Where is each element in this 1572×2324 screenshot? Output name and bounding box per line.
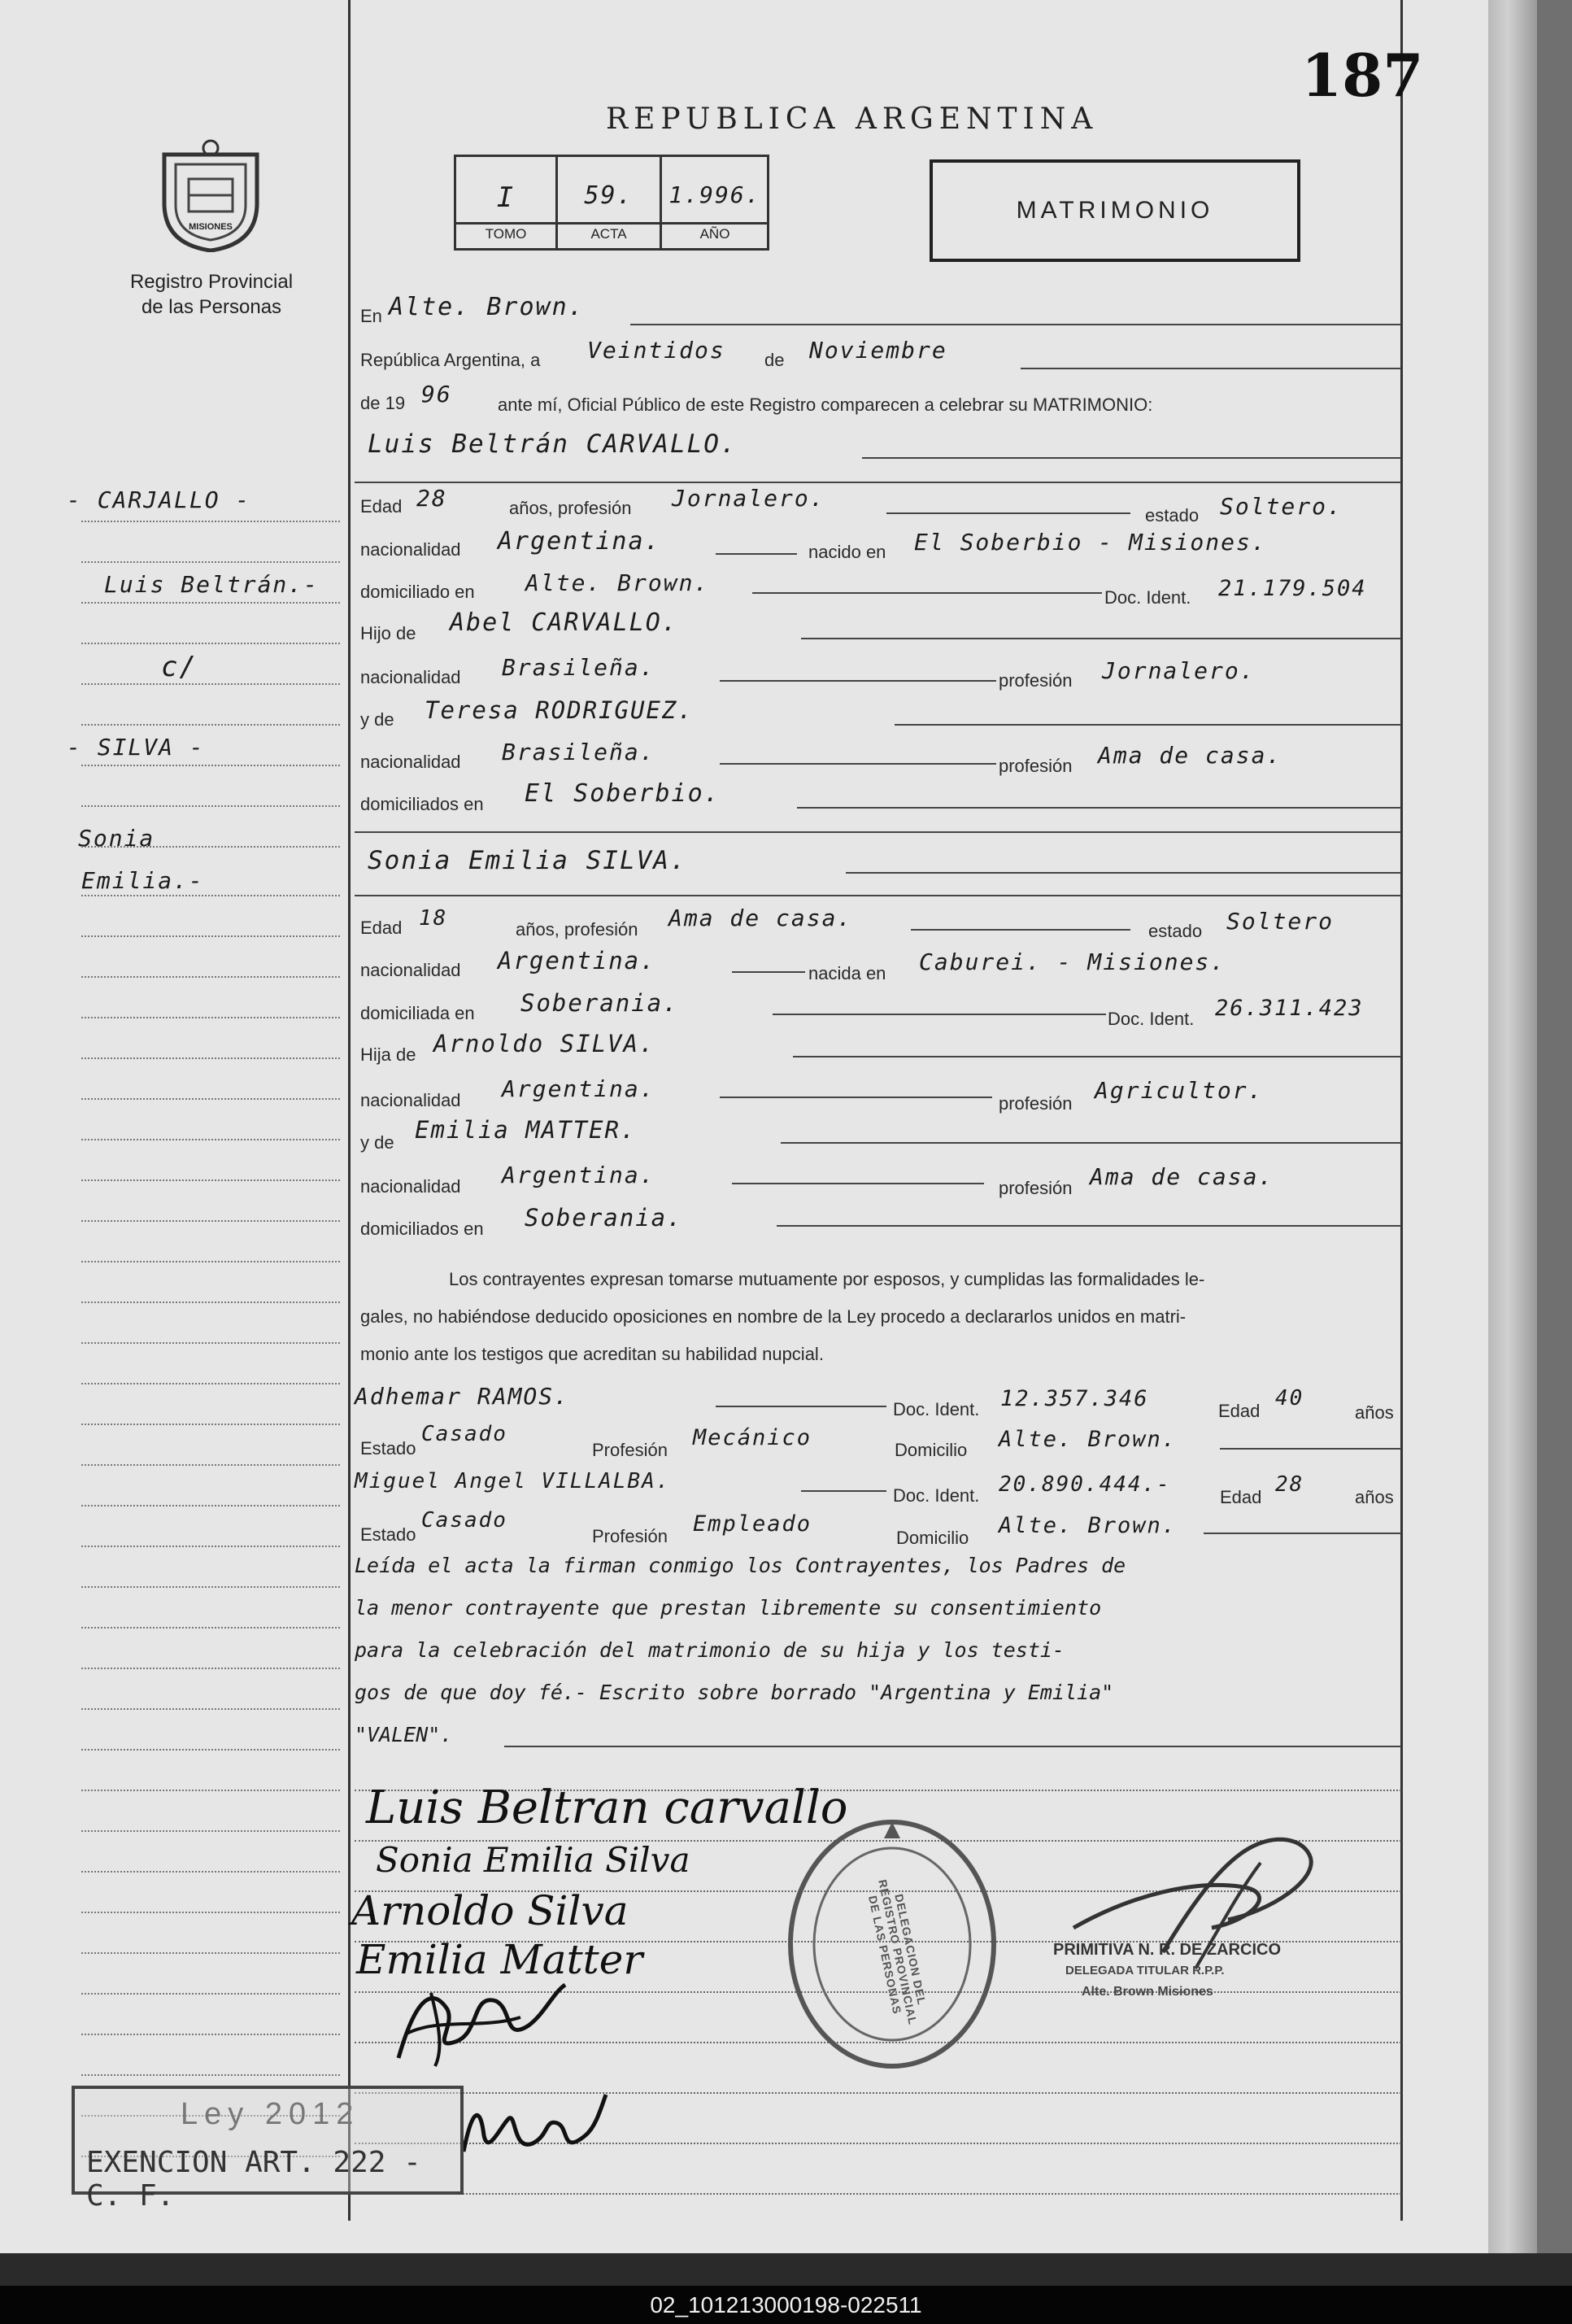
signature-bride: Sonia Emilia Silva bbox=[376, 1840, 690, 1880]
margin-husband-names: Luis Beltrán.- bbox=[104, 571, 320, 598]
groom-mother-nac-label: nacionalidad bbox=[360, 752, 461, 772]
bride-father-nac-label: nacionalidad bbox=[360, 1090, 461, 1110]
groom-doc-label: Doc. Ident. bbox=[1104, 587, 1191, 608]
groom-mother-prof: Ama de casa. bbox=[1098, 742, 1282, 769]
margin-rule bbox=[81, 805, 340, 807]
province-seal-icon bbox=[156, 138, 265, 252]
groom-domiciliado-label: domiciliado en bbox=[360, 582, 475, 602]
margin-rule bbox=[81, 1708, 340, 1710]
ano-label: AÑO bbox=[699, 226, 730, 242]
ano-value: 1.996. bbox=[668, 181, 761, 208]
closing-line1: Leída el acta la firman conmigo los Contrayentes, los Padres de bbox=[355, 1554, 1126, 1577]
witness1-anos-label: años bbox=[1355, 1402, 1394, 1423]
de-label: de bbox=[764, 350, 785, 370]
groom-yde-label: y de bbox=[360, 709, 394, 730]
groom-father: Abel CARVALLO. bbox=[450, 608, 678, 637]
witness1-estado: Casado bbox=[421, 1422, 507, 1446]
section-rule bbox=[355, 895, 1401, 896]
acta-value: 59. bbox=[584, 181, 634, 210]
bride-domiciliados-label: domiciliados en bbox=[360, 1219, 484, 1239]
margin-rule bbox=[81, 1098, 340, 1100]
fill-line bbox=[1021, 368, 1401, 369]
bride-nacionalidad: Argentina. bbox=[498, 947, 656, 975]
bride-nacida: Caburei. - Misiones. bbox=[919, 948, 1226, 975]
margin-rule bbox=[81, 1952, 340, 1954]
fill-line bbox=[801, 1490, 886, 1492]
groom-profesion: Jornalero. bbox=[672, 485, 825, 512]
witness2-edad-label: Edad bbox=[1220, 1487, 1262, 1507]
fill-line bbox=[1220, 1448, 1401, 1450]
groom-nacido-label: nacido en bbox=[808, 542, 886, 562]
witness-signature-scribble bbox=[382, 1969, 577, 2074]
place: Alte. Brown. bbox=[389, 293, 585, 321]
witness1-edad: 40 bbox=[1275, 1386, 1304, 1411]
margin-rule bbox=[81, 1261, 340, 1262]
bride-mother-prof-label: profesión bbox=[999, 1178, 1073, 1198]
margin-rule bbox=[81, 724, 340, 726]
year-suffix: 96 bbox=[421, 381, 452, 408]
witness2-estado: Casado bbox=[421, 1508, 507, 1533]
fill-line bbox=[504, 1746, 1401, 1747]
day: Veintidos bbox=[587, 337, 725, 364]
bride-mother-nac-label: nacionalidad bbox=[360, 1176, 461, 1197]
en-label: En bbox=[360, 306, 382, 326]
margin-rule bbox=[81, 1057, 340, 1059]
tomo-value: I bbox=[496, 181, 516, 214]
margin-rule bbox=[81, 1139, 340, 1140]
witness1-profesion-label: Profesión bbox=[592, 1440, 668, 1460]
margin-rule bbox=[81, 643, 340, 644]
tomo-label: TOMO bbox=[485, 226, 527, 242]
margin-wife-name2: Emilia.- bbox=[81, 867, 204, 894]
country-title: REPUBLICA ARGENTINA bbox=[606, 102, 1099, 136]
groom-mother-prof-label: profesión bbox=[999, 756, 1073, 776]
fill-line bbox=[895, 724, 1401, 726]
record-type: MATRIMONIO bbox=[1016, 197, 1214, 224]
groom-domicilio: Alte. Brown. bbox=[525, 569, 710, 596]
seal-label: MISIONES bbox=[189, 222, 233, 232]
witness2-doc-label: Doc. Ident. bbox=[893, 1485, 980, 1506]
groom-father-prof: Jornalero. bbox=[1102, 657, 1256, 684]
bride-mother-prof: Ama de casa. bbox=[1090, 1163, 1274, 1190]
witness2-profesion: Empleado bbox=[693, 1511, 812, 1537]
republica-label: República Argentina, a bbox=[360, 350, 541, 370]
margin-rule bbox=[81, 1586, 340, 1588]
witness2-edad: 28 bbox=[1275, 1472, 1304, 1497]
fill-line bbox=[630, 324, 1401, 325]
witness1-edad-label: Edad bbox=[1218, 1401, 1261, 1421]
bride-doc: 26.311.423 bbox=[1215, 996, 1364, 1021]
declaration-line2: gales, no habiéndose deducido oposiciones en nombre de la Ley procedo a declararlos unidos en matri- bbox=[360, 1306, 1187, 1327]
exemption-line1: Ley 2012 bbox=[181, 2097, 360, 2131]
fill-line bbox=[1204, 1533, 1401, 1534]
right-border bbox=[1400, 0, 1403, 2221]
bride-domicilio: Soberania. bbox=[520, 989, 679, 1017]
registry-name-line2: de las Personas bbox=[141, 296, 282, 318]
groom-mother: Teresa RODRIGUEZ. bbox=[425, 696, 694, 724]
signature-bride-mother: Emilia Matter bbox=[356, 1936, 643, 1983]
declaration-line1: Los contrayentes expresan tomarse mutuamente por esposos, y cumplidas las formalidades le- bbox=[449, 1269, 1205, 1289]
bride-full-name: Sonia Emilia SILVA. bbox=[368, 846, 687, 875]
margin-rule bbox=[81, 2034, 340, 2035]
margin-rule bbox=[81, 521, 340, 522]
margin-rule bbox=[81, 846, 340, 848]
fill-line bbox=[777, 1225, 1401, 1227]
closing-line5: "VALEN". bbox=[355, 1723, 453, 1746]
round-seal-text: DELEGACION DEL REGISTRO PROVINCIAL DE LAS PERSONAS bbox=[866, 1878, 929, 2026]
year-prefix: de 19 bbox=[360, 393, 406, 413]
bride-domiciliada-label: domiciliada en bbox=[360, 1003, 475, 1023]
fill-line bbox=[797, 807, 1401, 809]
appear-text: ante mí, Oficial Público de este Registro comparecen a celebrar su MATRIMONIO: bbox=[498, 395, 1153, 415]
fill-line bbox=[720, 1097, 992, 1098]
bride-estado-label: estado bbox=[1148, 921, 1203, 941]
closing-line2: la menor contrayente que prestan libremente su consentimiento bbox=[355, 1596, 1102, 1620]
bottom-band bbox=[0, 2253, 1572, 2286]
margin-rule bbox=[81, 765, 340, 766]
witness1-name: Adhemar RAMOS. bbox=[355, 1383, 570, 1410]
official-stamp-line1: PRIMITIVA N. R. DE ZARCICO bbox=[1053, 1941, 1281, 1959]
groom-father-prof-label: profesión bbox=[999, 670, 1073, 691]
fill-line bbox=[793, 1056, 1401, 1057]
fill-line bbox=[732, 1183, 984, 1184]
bride-father-nac: Argentina. bbox=[502, 1075, 655, 1102]
fill-line bbox=[862, 457, 1401, 459]
margin-rule bbox=[81, 1871, 340, 1873]
witness2-name: Miguel Angel VILLALBA. bbox=[355, 1469, 671, 1493]
fill-line bbox=[886, 512, 1130, 514]
margin-rule bbox=[81, 935, 340, 937]
page-edge bbox=[1488, 0, 1537, 2253]
groom-nacionalidad-label: nacionalidad bbox=[360, 539, 461, 560]
closing-line3: para la celebración del matrimonio de su hija y los testi- bbox=[355, 1638, 1065, 1662]
margin-rule bbox=[81, 602, 340, 604]
margin-rule bbox=[81, 1220, 340, 1222]
fill-line bbox=[801, 638, 1401, 639]
official-signature-scribble bbox=[455, 2078, 610, 2168]
acta-label: ACTA bbox=[590, 226, 627, 242]
margin-rule bbox=[81, 1749, 340, 1751]
bride-nacida-label: nacida en bbox=[808, 963, 886, 983]
witness1-domicilio-label: Domicilio bbox=[895, 1440, 968, 1460]
groom-estado-label: estado bbox=[1145, 505, 1200, 525]
fill-line bbox=[716, 553, 797, 555]
bride-mother-nac: Argentina. bbox=[502, 1162, 655, 1188]
margin-connector: c/ bbox=[161, 651, 198, 683]
witness2-estado-label: Estado bbox=[360, 1524, 416, 1545]
signature-groom: Luis Beltran carvallo bbox=[366, 1781, 848, 1834]
bride-nacionalidad-label: nacionalidad bbox=[360, 960, 461, 980]
margin-rule bbox=[81, 1546, 340, 1547]
witness1-profesion: Mecánico bbox=[693, 1425, 812, 1450]
bride-hija-label: Hija de bbox=[360, 1044, 416, 1065]
month: Noviembre bbox=[809, 337, 947, 364]
section-rule bbox=[355, 482, 1401, 483]
margin-wife-surname: - SILVA - bbox=[67, 734, 205, 761]
folio-number: 187 bbox=[1301, 41, 1424, 110]
bride-edad: 18 bbox=[419, 906, 448, 931]
fill-line bbox=[773, 1014, 1106, 1015]
margin-rule bbox=[81, 1627, 340, 1629]
margin-rule bbox=[81, 895, 340, 896]
margin-rule bbox=[81, 1993, 340, 1995]
section-rule bbox=[355, 831, 1401, 833]
margin-rule bbox=[81, 561, 340, 563]
witness1-domicilio: Alte. Brown. bbox=[999, 1427, 1178, 1452]
footer-code: 02_101213000198-022511 bbox=[650, 2292, 922, 2317]
declaration-line3: monio ante los testigos que acreditan su habilidad nupcial. bbox=[360, 1344, 824, 1364]
groom-parents-dom: El Soberbio. bbox=[525, 779, 721, 808]
bride-anos-profesion-label: años, profesión bbox=[516, 919, 638, 940]
groom-father-nac: Brasileña. bbox=[502, 654, 655, 681]
signature-bride-father: Arnoldo Silva bbox=[351, 1887, 629, 1934]
fill-line bbox=[846, 872, 1401, 874]
groom-full-name: Luis Beltrán CARVALLO. bbox=[368, 429, 738, 459]
groom-nacionalidad: Argentina. bbox=[498, 527, 661, 556]
fill-line bbox=[720, 680, 996, 682]
groom-estado: Soltero. bbox=[1220, 493, 1343, 520]
witness2-profesion-label: Profesión bbox=[592, 1526, 668, 1546]
groom-mother-nac: Brasileña. bbox=[502, 739, 655, 765]
bride-doc-label: Doc. Ident. bbox=[1108, 1009, 1195, 1029]
record-type-box bbox=[930, 159, 1300, 262]
bride-father-prof-label: profesión bbox=[999, 1093, 1073, 1114]
fill-line bbox=[911, 929, 1130, 931]
exemption-stamp bbox=[72, 2086, 464, 2213]
margin-rule bbox=[81, 1302, 340, 1303]
fill-line bbox=[716, 1406, 886, 1407]
margin-rule bbox=[81, 1830, 340, 1832]
margin-rule bbox=[81, 1179, 340, 1181]
exemption-line2: EXENCION ART. 222 - C. F. bbox=[86, 2146, 421, 2213]
fill-line bbox=[732, 971, 805, 973]
groom-nacido: El Soberbio - Misiones. bbox=[914, 529, 1267, 556]
margin-husband-surname: - CARJALLO - bbox=[67, 486, 251, 513]
margin-rule bbox=[81, 1017, 340, 1018]
groom-hijo-label: Hijo de bbox=[360, 623, 416, 643]
witness2-domicilio-label: Domicilio bbox=[896, 1528, 969, 1548]
bride-parents-dom: Soberania. bbox=[525, 1204, 683, 1232]
groom-father-nac-label: nacionalidad bbox=[360, 667, 461, 687]
margin-wife-name1: Sonia bbox=[78, 825, 155, 852]
bride-estado: Soltero bbox=[1226, 908, 1335, 935]
margin-rule bbox=[81, 2074, 340, 2076]
witness1-doc: 12.357.346 bbox=[1000, 1386, 1149, 1411]
closing-line4: gos de que doy fé.- Escrito sobre borrado "Argentina y Emilia" bbox=[355, 1681, 1114, 1704]
margin-rule bbox=[81, 1505, 340, 1506]
bride-mother: Emilia MATTER. bbox=[415, 1116, 637, 1144]
bride-yde-label: y de bbox=[360, 1132, 394, 1153]
groom-edad-label: Edad bbox=[360, 496, 403, 517]
groom-domiciliados-label: domiciliados en bbox=[360, 794, 484, 814]
margin-rule bbox=[81, 1912, 340, 1913]
margin-rule bbox=[81, 1383, 340, 1384]
margin-rule bbox=[81, 1342, 340, 1344]
registry-name-line1: Registro Provincial bbox=[129, 271, 294, 293]
margin-rule bbox=[81, 976, 340, 978]
fill-line bbox=[752, 592, 1102, 594]
bride-edad-label: Edad bbox=[360, 918, 403, 938]
margin-rule bbox=[81, 683, 340, 685]
groom-doc: 21.179.504 bbox=[1218, 576, 1367, 601]
witness1-estado-label: Estado bbox=[360, 1438, 416, 1458]
margin-rule bbox=[81, 1424, 340, 1425]
witness1-doc-label: Doc. Ident. bbox=[893, 1399, 980, 1419]
margin-divider bbox=[348, 0, 351, 2221]
witness2-doc: 20.890.444.- bbox=[999, 1472, 1171, 1497]
signature-rule bbox=[355, 2193, 1401, 2195]
act-number-table bbox=[454, 155, 769, 251]
official-stamp-line2: DELEGADA TITULAR R.P.P. bbox=[1065, 1964, 1225, 1977]
margin-rule bbox=[81, 1790, 340, 1791]
groom-edad: 28 bbox=[416, 485, 447, 512]
fill-line bbox=[781, 1142, 1401, 1144]
groom-anos-profesion-label: años, profesión bbox=[509, 498, 632, 518]
witness2-domicilio: Alte. Brown. bbox=[999, 1513, 1178, 1538]
official-stamp-line3: Alte. Brown Misiones bbox=[1082, 1985, 1213, 1999]
fill-line bbox=[720, 763, 996, 765]
margin-rule bbox=[81, 1668, 340, 1669]
page-edge-shadow bbox=[1537, 0, 1572, 2253]
witness2-anos-label: años bbox=[1355, 1487, 1394, 1507]
bride-profesion: Ama de casa. bbox=[668, 905, 853, 931]
margin-rule bbox=[81, 1464, 340, 1466]
bride-father-prof: Agricultor. bbox=[1095, 1077, 1264, 1104]
bride-father: Arnoldo SILVA. bbox=[433, 1030, 655, 1057]
